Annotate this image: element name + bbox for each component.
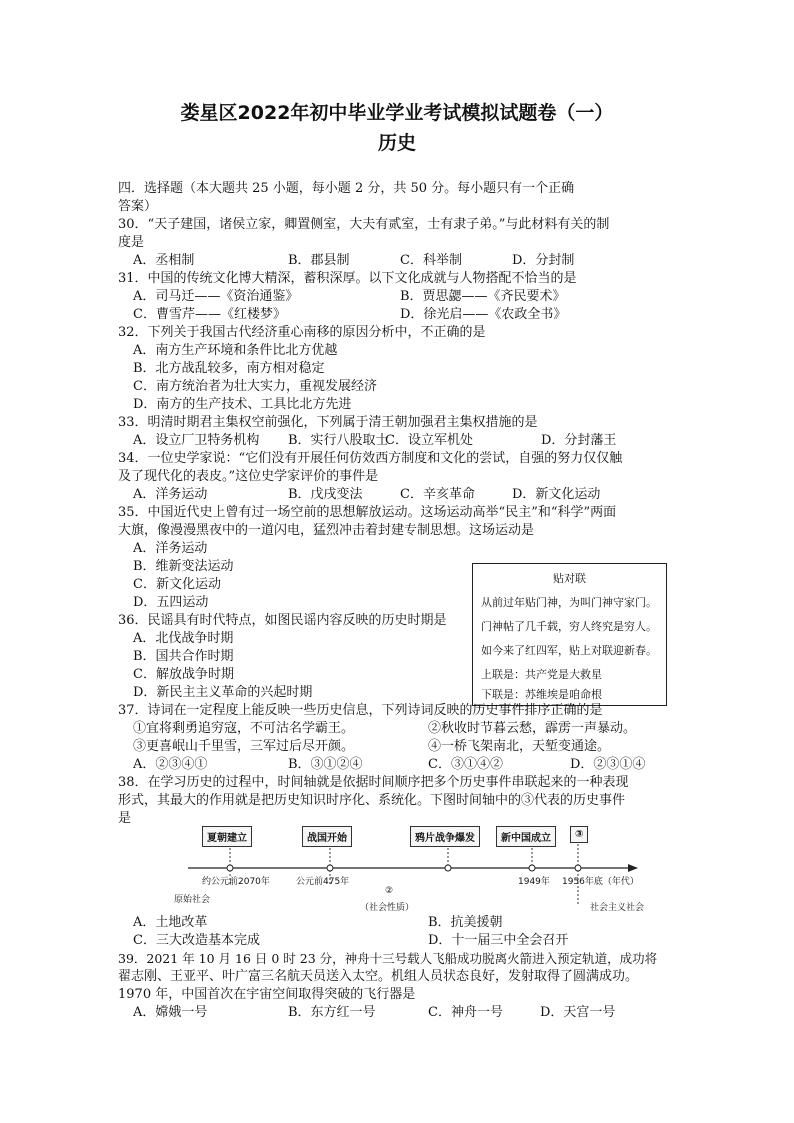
timeline-diagram <box>174 824 645 914</box>
timeline-date-4: 1949年 <box>518 877 550 887</box>
timeline-date-5: 1956年底（年代） <box>562 877 639 887</box>
q30-option-c: C．科举制 <box>400 253 462 268</box>
q31-option-c: C．曹雪芹——《红楼梦》 <box>133 307 286 322</box>
q38-option-c: C．三大改造基本完成 <box>133 933 260 948</box>
q37-poem-2: ②秋收时节暮云愁，霹雳一声暴动。 <box>428 721 637 736</box>
q38-stem-cont: 形式，其最大的作用就是把历史知识时序化、系统化。下图时间轴中的③代表的历史事件 <box>118 793 626 808</box>
timeline-society-label: （社会性质） <box>360 903 415 913</box>
q33-stem: 33．明清时期君主集权空前强化，下列属于清王朝加强君主集权措施的是 <box>118 415 538 430</box>
q36-option-b: B．国共合作时期 <box>133 649 234 664</box>
q37-option-b: B．③①②④ <box>288 757 363 772</box>
couplet-line-5: 下联是：苏维埃是咱命根 <box>481 688 602 701</box>
q31-option-d: D．徐光启——《农政全书》 <box>400 307 567 322</box>
q35-option-d: D．五四运动 <box>133 595 209 610</box>
timeline-society-primitive: 原始社会 <box>174 895 211 905</box>
couplet-title: 贴对联 <box>553 572 586 585</box>
q34-stem-cont: 及了现代化的表皮。”这位史学家评价的事件是 <box>118 469 379 484</box>
q37-option-c: C．③①④② <box>428 757 503 772</box>
timeline-event-opium-war: 鸦片战争爆发 <box>410 826 480 847</box>
q39-stem-end: 1970 年，中国首次在宇宙空间取得突破的飞行器是 <box>118 987 416 1002</box>
q32-option-b: B．北方战乱较多，南方相对稳定 <box>133 361 325 376</box>
q39-stem-cont: 翟志刚、王亚平、叶广富三名航天员送入太空。机组人员状态良好，发射取得了圆满成功。 <box>118 969 639 984</box>
q35-option-a: A．洋务运动 <box>133 541 208 556</box>
q33-option-d: D．分封藩王 <box>541 433 617 448</box>
q33-option-b: B．实行八股取士 <box>288 433 389 448</box>
q35-option-b: B．维新变法运动 <box>133 559 234 574</box>
couplet-box <box>472 563 667 706</box>
q37-poem-1: ①宜将剩勇追穷寇，不可沽名学霸王。 <box>133 721 355 736</box>
q30-option-d: D．分封制 <box>512 253 575 268</box>
q37-option-a: A．②③④① <box>133 757 208 772</box>
timeline-society-socialist: 社会主义社会 <box>590 903 645 913</box>
q37-poem-4: ④一桥飞架南北，天堑变通途。 <box>428 739 611 754</box>
q36-option-d: D．新民主主义革命的兴起时期 <box>133 685 313 700</box>
q37-poem-3: ③更喜岷山千里雪，三军过后尽开颜。 <box>133 739 355 754</box>
q38-option-a: A．土地改革 <box>133 915 208 930</box>
q30-stem: 30．“天子建国，诸侯立家，卿置侧室，大夫有贰室，士有隶子弟。”与此材料有关的制 <box>118 217 610 232</box>
q36-option-a: A．北伐战争时期 <box>133 631 234 646</box>
q38-option-b: B．抗美援朝 <box>428 915 503 930</box>
q32-option-c: C．南方统治者为壮大实力，重视发展经济 <box>133 379 377 394</box>
exam-title: 娄星区2022年初中毕业学业考试模拟试题卷（一） <box>180 102 614 124</box>
q34-option-b: B．戊戌变法 <box>288 487 363 502</box>
q32-option-d: D．南方的生产技术、工具比北方先进 <box>133 397 352 412</box>
section-heading: 四．选择题（本大题共 25 小题，每小题 2 分，共 50 分。每小题只有一个正确 <box>118 181 575 196</box>
q35-stem: 35．中国近代史上曾有过一场空前的思想解放运动。这场运动高举“民主”和“科学”两面 <box>118 505 617 520</box>
q37-stem: 37．诗词在一定程度上能反映一些历史信息，下列诗词反映的历史事件排序正确的是 <box>118 703 603 718</box>
q34-option-c: C．辛亥革命 <box>400 487 475 502</box>
q33-option-a: A．设立厂卫特务机构 <box>133 433 260 448</box>
q31-option-b: B．贾思勰——《齐民要术》 <box>400 289 566 304</box>
timeline-date-2: 公元前475年 <box>296 877 350 887</box>
q31-stem: 31．中国的传统文化博大精深，蓄积深厚。以下文化成就与人物搭配不恰当的是 <box>118 271 577 286</box>
timeline-society-2: ② <box>385 886 394 896</box>
q30-stem-cont: 度是 <box>118 235 145 250</box>
q34-stem: 34．一位史学家说：“它们没有开展任何仿效西方制度和文化的尝试，自强的努力仅仅触 <box>118 451 623 466</box>
q38-option-d: D．十一届三中全会召开 <box>428 933 569 948</box>
couplet-line-3: 如今来了红四军，贴上对联迎新春。 <box>481 644 657 657</box>
timeline-event-warring-states: 战国开始 <box>302 826 352 847</box>
q35-stem-cont: 大旗，像漫漫黑夜中的一道闪电，猛烈冲击着封建专制思想。这场运动是 <box>118 523 535 538</box>
q30-option-a: A．丞相制 <box>133 253 195 268</box>
q34-option-a: A．洋务运动 <box>133 487 208 502</box>
q38-stem: 38．在学习历史的过程中，时间轴就是依据时间顺序把多个历史事件串联起来的一种表现 <box>118 775 629 790</box>
couplet-line-2: 门神帖了几千载，穷人终究是穷人。 <box>481 620 657 633</box>
q33-option-c: C．设立军机处 <box>385 433 473 448</box>
timeline-date-1: 约公元前2070年 <box>202 877 270 887</box>
q34-option-d: D．新文化运动 <box>512 487 601 502</box>
subject-title: 历史 <box>377 132 416 154</box>
q35-option-c: C．新文化运动 <box>133 577 221 592</box>
timeline-event-xia: 夏朝建立 <box>202 826 252 847</box>
q39-stem: 39．2021 年 10 月 16 日 0 时 23 分，神舟十三号载人飞船成功脱离火箭进入预定轨道，成功将 <box>118 951 658 966</box>
couplet-line-1: 从前过年贴门神，为叫门神守家门。 <box>481 596 657 609</box>
q36-option-c: C．解放战争时期 <box>133 667 234 682</box>
q39-option-a: A．嫦娥一号 <box>133 1005 208 1020</box>
q30-option-b: B．郡县制 <box>288 253 350 268</box>
q32-stem: 32．下列关于我国古代经济重心南移的原因分析中，不正确的是 <box>118 325 486 340</box>
q37-option-d: D．②③①④ <box>570 757 646 772</box>
q39-option-c: C．神舟一号 <box>428 1005 503 1020</box>
q32-option-a: A．南方生产环境和条件比北方优越 <box>133 343 338 358</box>
q39-option-d: D．天宫一号 <box>540 1005 616 1020</box>
timeline-event-prc: 新中国成立 <box>496 826 556 847</box>
q36-stem: 36．民谣具有时代特点，如图民谣内容反映的历史时期是 <box>118 613 447 628</box>
couplet-line-4: 上联是：共产党是大救星 <box>481 668 602 681</box>
q31-option-a: A．司马迁——《资治通鉴》 <box>133 289 299 304</box>
section-heading-cont: 答案） <box>118 199 158 214</box>
q39-option-b: B．东方红一号 <box>288 1005 376 1020</box>
q38-stem-end: 是 <box>118 811 132 826</box>
timeline-event-3: ③ <box>570 826 588 843</box>
